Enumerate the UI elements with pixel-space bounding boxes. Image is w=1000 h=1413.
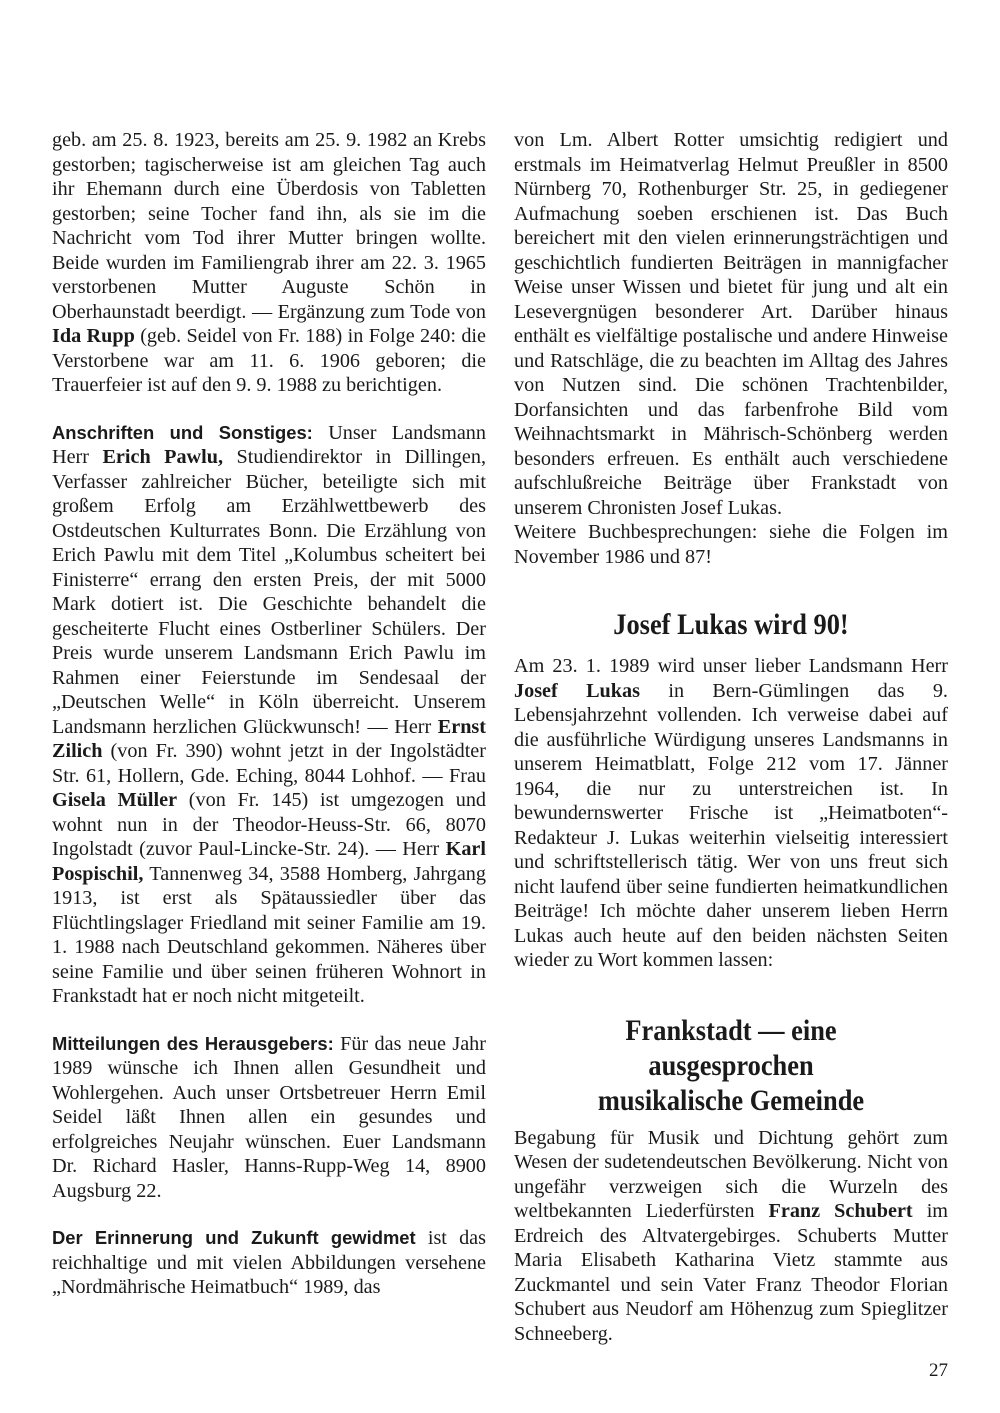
section-label: Mitteilungen des Herausgebers: <box>52 1032 334 1054</box>
paragraph-josef-lukas <box>514 654 948 973</box>
right-column <box>514 128 948 1346</box>
person-name: Gisela Müller <box>52 789 178 811</box>
paragraph-further-reviews: Weitere Buchbesprechungen: siehe die Folgen im November 1986 und 87! <box>514 521 948 568</box>
paragraph-book-review <box>52 1226 486 1300</box>
text-segment: geb. am 25. 8. 1923, bereits am 25. 9. 1982 an Krebs gestorben; tagischerweise ist am gleichen Tag auch ihr Ehemann durch eine Überdosis von Tabletten gestorben; seine Tocher fand ihn, als sie im die Nachricht vom Tod ihrer Mutter bringen wollte. Beide wurden im Familiengrab ihrer am 22. 3. 1965 verstorbenen Mutter Auguste Schön in Oberhaunstadt beerdigt. — Ergänzung zum Tode von <box>52 129 486 323</box>
section-label: Der Erinnerung und Zukunft gewidmet <box>52 1227 416 1248</box>
text-segment: in Bern-Gümlingen das 9. Lebensjahrzehnt vollenden. Ich verweise dabei auf die ausführliche Würdigung unseres Landsmanns in unserem Heimatblatt, Folge 212 vom 17. Jänner 1964, die nur zu unterstreichen ist. In bewundernswerter Frische ist „Heimatboten“-Redakteur J. Lukas weiterhin vielseitig interessiert und schriftstellerisch tätig. Wer von uns freut sich nicht laufend über seine fundierten heimatkundlichen Beiträge! Ich möchte daher unserem lieben Herrn Lukas auch heute auf den beiden nächsten Seiten wieder zu Wort kommen lassen: <box>514 679 948 971</box>
paragraph-frankstadt-music <box>514 1126 948 1347</box>
person-name: Ida Rupp <box>52 325 135 347</box>
text-segment: Begabung für Musik und Dichtung gehört zum Wesen der sudetendeutschen Bevölkerung. Nicht von ungefähr verzweigen sich die Wurzeln des weltbekannten Liederfürsten <box>514 1126 948 1222</box>
text-segment: im Erdreich des Altvatergebirges. Schuberts Mutter Maria Elisabeth Katharina Vietz stammte aus Zuckmantel und sein Vater Franz Theodor Florian Schubert aus Neudorf am Höhenzug zum Spieglitzer Schneeberg. <box>514 1200 949 1345</box>
heading-line: Frankstadt — eine ausgesprochen <box>625 1013 837 1082</box>
heading-line: musikalische Gemeinde <box>597 1083 865 1117</box>
person-name: Josef Lukas <box>514 679 640 702</box>
text-segment: Studiendirektor in Dillingen, Verfasser zahlreicher Bücher, beteiligte sich mit großem Erfolg am Erzählwettbewerb des Ostdeutschen Kulturrates Bonn. Die Erzählung von Erich Pawlu mit dem Titel „Kolumbus scheitert bei Finisterre“ errang den ersten Preis, der mit 5000 Mark dotiert ist. Die Geschichte behandelt die gescheiterte Flucht eines Ostberliner Schülers. Der Preis wurde unserem Landsmann Erich Pawlu im Rahmen einer Feierstunde im Sendesaal der „Deutschen Welle“ in Köln überreicht. Unserem Landsmann herzlichen Glückwunsch! — Herr <box>52 446 487 738</box>
text-segment: (geb. Seidel von Fr. 188) in Folge 240: die Verstorbene war am 11. 6. 1906 geboren; die Trauerfeier ist auf den 9. 9. 1988 zu berichtigen. <box>52 325 486 396</box>
text-segment: ist das reichhaltige und mit vielen Abbildungen versehene „Nordmährische Heimatbuch“ 1989, das <box>52 1227 486 1298</box>
person-name: Erich Pawlu, <box>102 446 224 468</box>
text-segment: Für das neue Jahr 1989 wünsche ich Ihnen allen Gesundheit und Wohlergehen. Auch unser Ortsbetreuer Herrn Emil Seidel läßt Ihnen allen ein gesundes und erfolgreiches Neujahr wünschen. Euer Landsmann Dr. Richard Hasler, Hanns-Rupp-Weg 14, 8900 Augsburg 22. <box>52 1032 486 1202</box>
heading-frankstadt <box>540 1013 922 1118</box>
paragraph-addresses <box>52 421 486 1009</box>
person-name: Ernst Zilich <box>52 715 486 762</box>
page-number: 27 <box>929 1360 948 1381</box>
text-segment: (von Fr. 145) ist umgezogen und wohnt nun in der Theodor-Heuss-Str. 66, 8070 Ingolstadt (zuvor Paul-Lincke-Str. 24). — Herr <box>52 789 487 860</box>
paragraph-publisher-notes <box>52 1032 486 1204</box>
section-label: Anschriften und Sonstiges: <box>52 421 313 443</box>
text-segment: (von Fr. 390) wohnt jetzt in der Ingolstädter Str. 61, Hollern, Gde. Eching, 8044 Lohhof. — Frau <box>52 740 486 787</box>
left-column <box>52 128 486 1300</box>
person-name: Karl Pospischil, <box>52 838 486 885</box>
person-name: Franz Schubert <box>768 1200 913 1222</box>
text-segment: Tannenweg 34, 3588 Homberg, Jahrgang 1913, ist erst als Spätaussiedler über das Flüchtlingslager Friedland mit seiner Familie am 19. 1. 1988 nach Deutschland gekommen. Näheres über seine Familie und über seinen früheren Wohnort in Frankstadt hat er noch nicht mitgeteilt. <box>52 862 486 1007</box>
paragraph-book-review-continued: von Lm. Albert Rotter umsichtig redigiert und erstmals im Heimatverlag Helmut Preußler in 8500 Nürnberg 70, Rothenburger Str. 25, in gediegener Aufmachung soeben erschienen ist. Das Buch bereichert mit den vielen erinnerungsträchtigen und geschichtlich fundierten Beiträgen in mannigfacher Weise unser Wissen und bietet für jung und alt ein Lesevergnügen besonderer Art. Darüber hinaus enthält es vielfältige postalische und andere Hinweise und Ratschläge, die zu beachten im Alltag des Jahres von Nutzen sind. Die schönen Trachtenbilder, Dorfansichten und das farbenfrohe Bild vom Weihnachtsmarkt in Mährisch-Schönberg werden besonders erfreuen. Es enthält auch verschiedene aufschlußreiche Beiträge über Frankstadt von unserem Chronisten Josef Lukas. <box>514 129 948 519</box>
heading-josef-lukas: Josef Lukas wird 90! <box>613 608 849 641</box>
text-segment: Am 23. 1. 1989 wird unser lieber Landsmann Herr <box>514 655 948 677</box>
paragraph-death-notices <box>52 128 486 398</box>
text-segment: Unser Landsmann Herr <box>52 421 486 468</box>
